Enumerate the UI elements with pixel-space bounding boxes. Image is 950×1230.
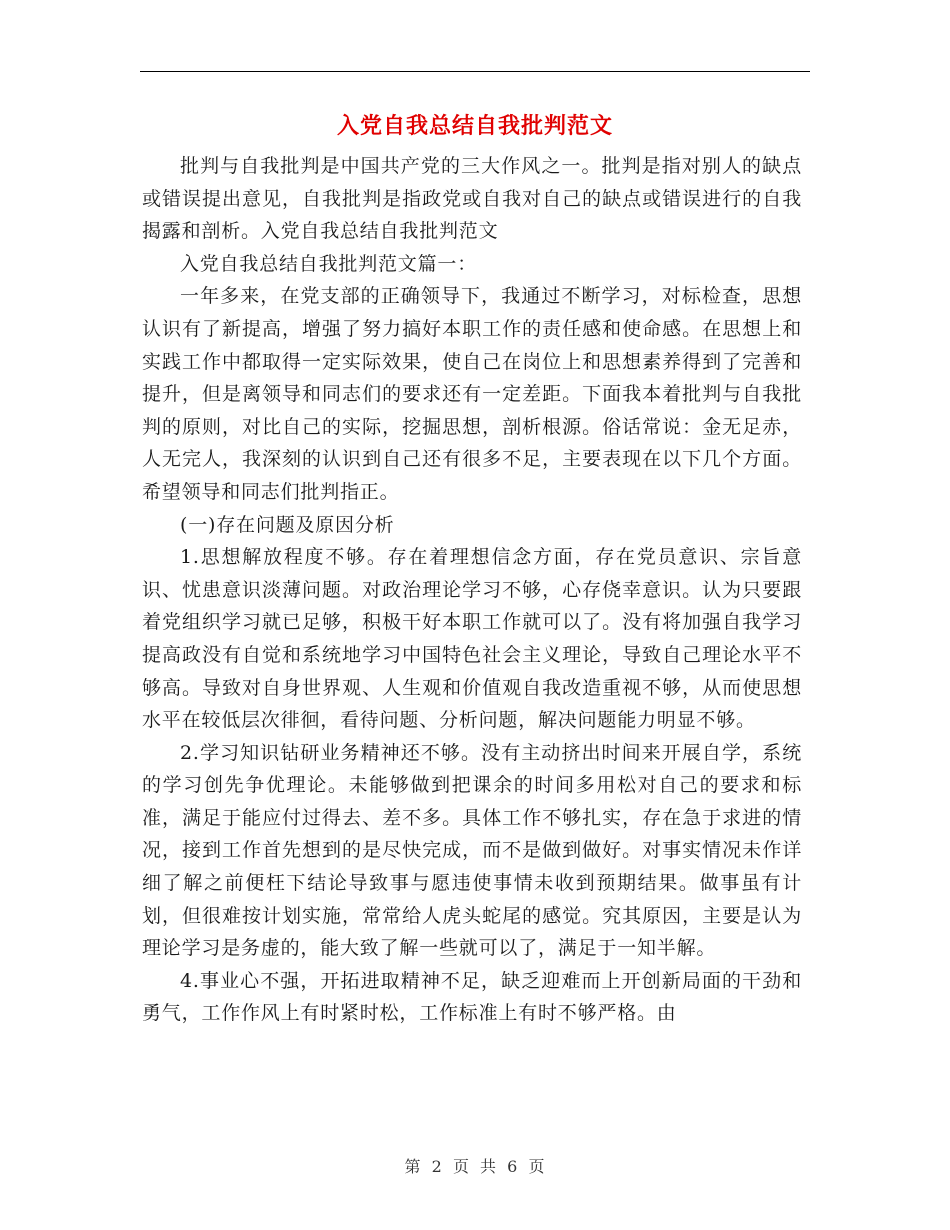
paragraph-intro: 批判与自我批判是中国共产党的三大作风之一。批判是指对别人的缺点或错误提出意见，自我批判是指政党或自我对自己的缺点或错误进行的自我揭露和剖析。入党自我总结自我批判范文 — [142, 155, 802, 243]
footer-prefix: 第 — [404, 1157, 422, 1176]
header-rule — [140, 71, 810, 72]
footer-total-prefix: 共 — [480, 1157, 498, 1176]
document-title: 入党自我总结自我批判范文 — [336, 113, 613, 139]
paragraph-item-2: 2.学习知识钻研业务精神还不够。没有主动挤出时间来开展自学，系统的学习创先争优理论。未能够做到把课余的时间多用松对自己的要求和标准，满足于能应付过得去、差不多。具体工作不够扎实，存在急于求进的情况，接到工作首先想到的是尽快完成，而不是做到做好。对事实情况未作详细了解之前便枉下结论导致事与愿违使事情未收到预期结果。做事虽有计划，但很难按计划实施，常常给人虎头蛇尾的感觉。究其原因，主要是认为理论学习是务虚的，能大致了解一些就可以了，满足于一知半解。 — [142, 741, 802, 960]
paragraph-section-heading: 入党自我总结自我批判范文篇一： — [180, 252, 478, 275]
paragraph-item-1: 1.思想解放程度不够。存在着理想信念方面，存在党员意识、宗旨意识、忧患意识淡薄问题。对政治理论学习不够，心存侥幸意识。认为只要跟着党组织学习就已足够，积极干好本职工作就可以了。没有将加强自我学习提高政没有自觉和系统地学习中国特色社会主义理论，导致自己理论水平不够高。导致对自身世界观、人生观和价值观自我改造重视不够，从而使思想水平在较低层次徘徊，看待问题、分析问题，解决问题能力明显不够。 — [142, 546, 802, 732]
page-footer — [0, 1154, 950, 1177]
paragraph-subheading: (一)存在问题及原因分析 — [180, 513, 395, 536]
footer-total-pages: 6 — [507, 1157, 519, 1176]
paragraph-item-4: 4.事业心不强，开拓进取精神不足，缺乏迎难而上开创新局面的干劲和勇气，工作作风上有时紧时松，工作标准上有时不够严格。由 — [142, 969, 802, 1025]
footer-page-number: 2 — [431, 1157, 443, 1176]
footer-total-unit: 页 — [528, 1157, 546, 1176]
document-body — [142, 150, 802, 1030]
footer-page-unit: 页 — [452, 1157, 470, 1176]
paragraph-overview: 一年多来，在党支部的正确领导下，我通过不断学习，对标检查，思想认识有了新提高，增强了努力搞好本职工作的责任感和使命感。在思想上和实践工作中都取得一定实际效果，使自己在岗位上和思想素养得到了完善和提升，但是离领导和同志们的要求还有一定差距。下面我本着批判与自我批判的原则，对比自己的实际，挖掘思想，剖析根源。俗话常说：金无足赤，人无完人，我深刻的认识到自己还有很多不足，主要表现在以下几个方面。希望领导和同志们批判指正。 — [142, 285, 802, 503]
